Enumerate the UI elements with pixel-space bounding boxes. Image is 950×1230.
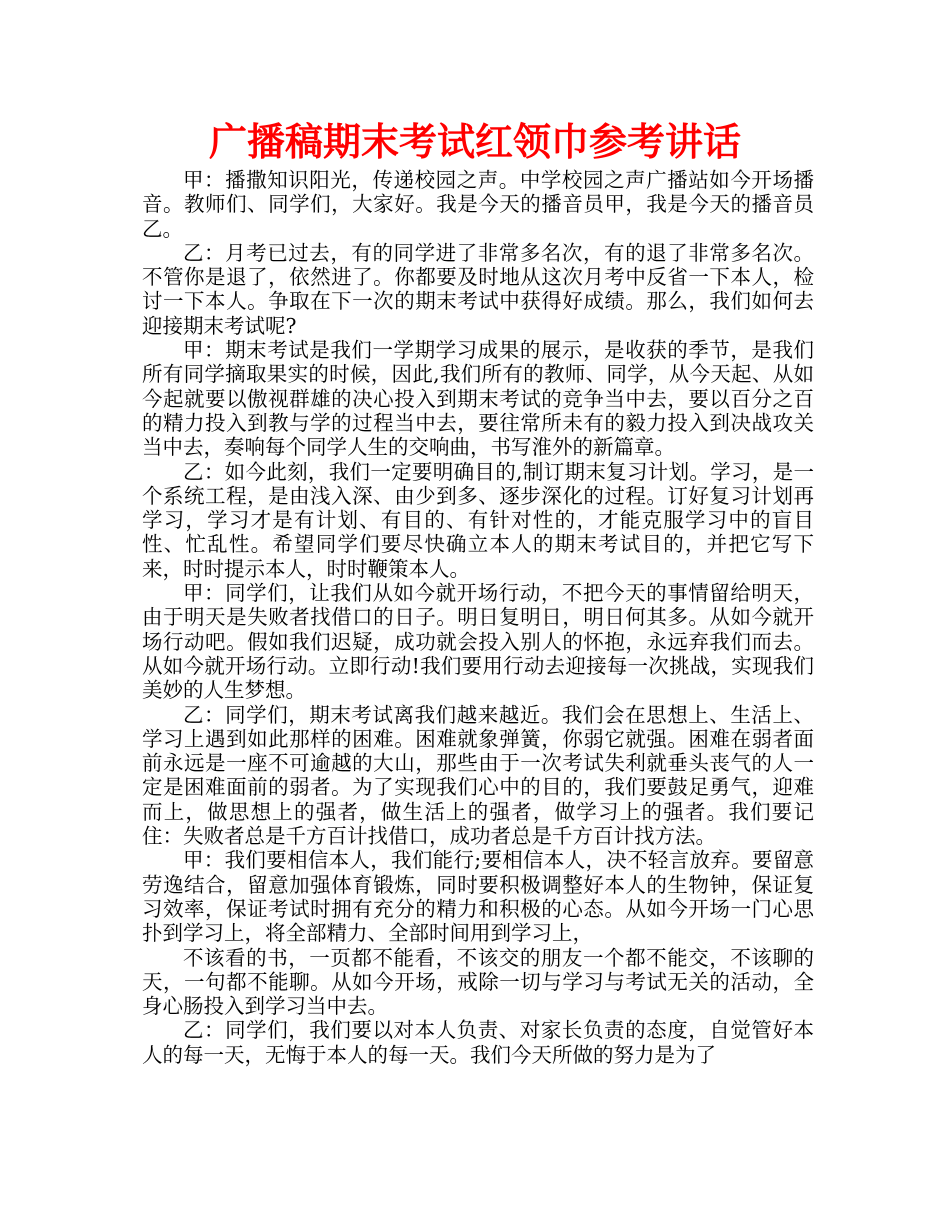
paragraph-7: 甲：我们要相信本人，我们能行;要相信本人，决不轻言放弃。要留意劳逸结合，留意加强体育锻炼，同时要积极调整好本人的生物钟，保证复习效率，保证考试时拥有充分的精力和积极的心态。从如今开场一门心思扑到学习上，将全部精力、全部时间用到学习上，	[142, 848, 814, 946]
paragraph-8: 不该看的书，一页都不能看，不该交的朋友一个都不能交，不该聊的天，一句都不能聊。从如今开场，戒除一切与学习与考试无关的活动，全身心肠投入到学习当中去。	[142, 945, 814, 1019]
paragraph-4: 乙：如今此刻，我们一定要明确目的,制订期末复习计划。学习，是一个系统工程，是由浅入深、由少到多、逐步深化的过程。订好复习计划再学习，学习才是有计划、有目的、有针对性的，才能克服学习中的盲目性、忙乱性。希望同学们要尽快确立本人的期末考试目的，并把它写下来，时时提示本人，时时鞭策本人。	[142, 459, 814, 581]
paragraph-6: 乙：同学们，期末考试离我们越来越近。我们会在思想上、生活上、学习上遇到如此那样的困难。困难就象弹簧，你弱它就强。困难在弱者面前永远是一座不可逾越的大山，那些由于一次考试失利就垂头丧气的人一定是困难面前的弱者。为了实现我们心中的目的，我们要鼓足勇气，迎难而上，做思想上的强者，做生活上的强者，做学习上的强者。我们要记住：失败者总是千方百计找借口，成功者总是千方百计找方法。	[142, 702, 814, 849]
paragraph-2: 乙：月考已过去，有的同学进了非常多名次，有的退了非常多名次。不管你是退了，依然进了。你都要及时地从这次月考中反省一下本人，检讨一下本人。争取在下一次的期末考试中获得好成绩。那么，我们如何去迎接期末考试呢?	[142, 240, 814, 338]
paragraph-9: 乙：同学们，我们要以对本人负责、对家长负责的态度，自觉管好本人的每一天，无悔于本人的每一天。我们今天所做的努力是为了	[142, 1018, 814, 1067]
paragraph-3: 甲：期末考试是我们一学期学习成果的展示，是收获的季节，是我们所有同学摘取果实的时候，因此,我们所有的教师、同学，从今天起、从如今起就要以傲视群雄的决心投入到期末考试的竞争当中去，要以百分之百的精力投入到教与学的过程当中去，要往常所未有的毅力投入到决战攻关当中去，奏响每个同学人生的交响曲，书写淮外的新篇章。	[142, 338, 814, 460]
document-body	[142, 168, 814, 1067]
paragraph-5: 甲：同学们，让我们从如今就开场行动，不把今天的事情留给明天，由于明天是失败者找借口的日子。明日复明日，明日何其多。从如今就开场行动吧。假如我们迟疑，成功就会投入别人的怀抱，永远弃我们而去。从如今就开场行动。立即行动!我们要用行动去迎接每一次挑战，实现我们美妙的人生梦想。	[142, 581, 814, 703]
document-title: 广播稿期末考试红领巾参考讲话	[208, 120, 741, 164]
paragraph-1: 甲：播撒知识阳光，传递校园之声。中学校园之声广播站如今开场播音。教师们、同学们，大家好。我是今天的播音员甲，我是今天的播音员 乙。	[142, 168, 814, 241]
